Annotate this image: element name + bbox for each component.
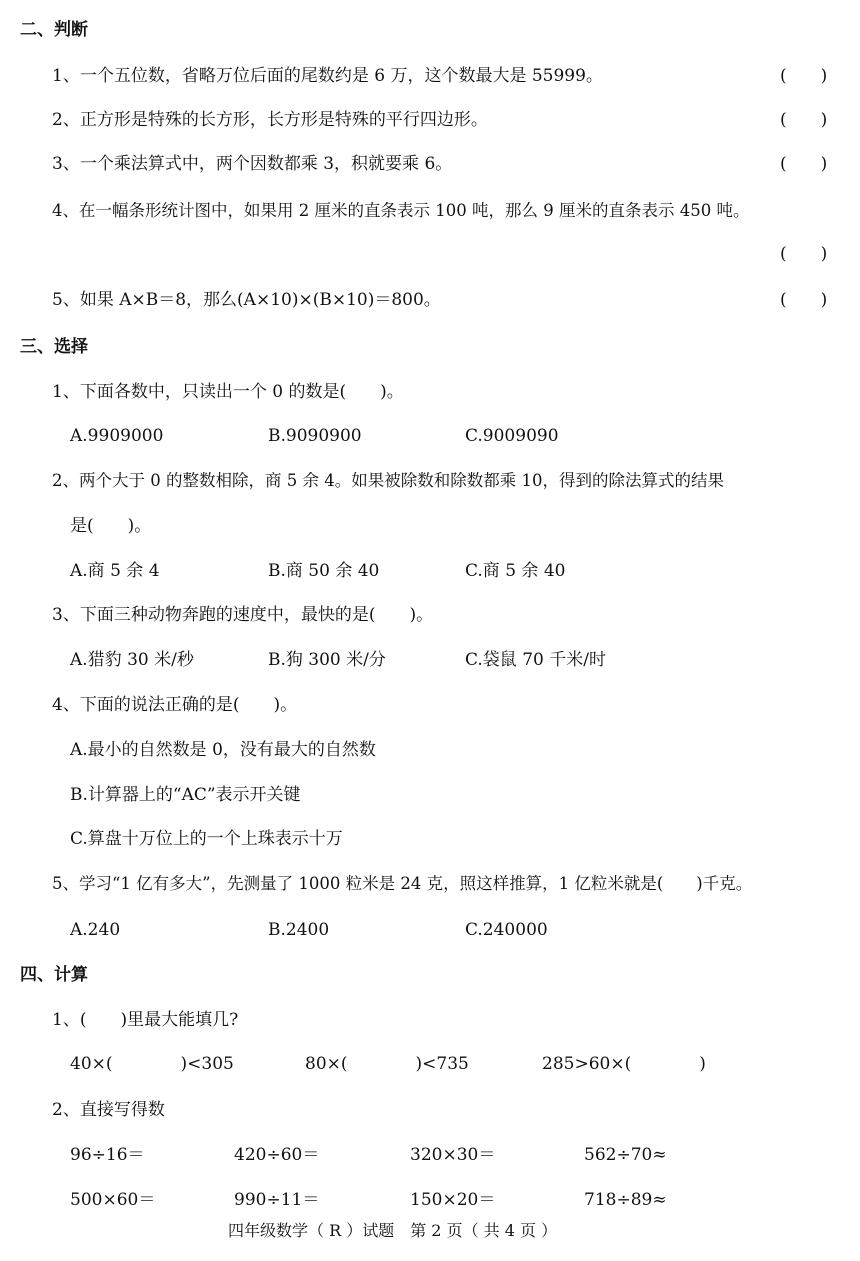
judge-item-4: 4、在一幅条形统计图中，如果用 2 厘米的直条表示 100 吨，那么 9 厘米的直条表示 450 吨。 — [52, 201, 750, 220]
calc-q1-stem: 1、( )里最大能填几? — [52, 1010, 239, 1030]
choice-q3-option-b[interactable]: B.狗 300 米/分 — [268, 650, 386, 670]
choice-q2-option-a[interactable]: A.商 5 余 4 — [70, 561, 160, 581]
calc-q2-stem: 2、直接写得数 — [52, 1100, 165, 1120]
choice-q5-option-b[interactable]: B.2400 — [268, 920, 330, 940]
choice-q3-stem: 3、下面三种动物奔跑的速度中，最快的是( )。 — [52, 605, 434, 625]
calc-q2-expr[interactable]: 150×20＝ — [410, 1190, 496, 1210]
calc-q2-expr[interactable]: 562÷70≈ — [584, 1145, 667, 1165]
choice-q1-option-c[interactable]: C.9009090 — [465, 426, 559, 446]
answer-paren-4[interactable]: ( ) — [780, 244, 828, 264]
choice-q2-stem-line1: 2、两个大于 0 的整数相除，商 5 余 4。如果被除数和除数都乘 10，得到的除法算式的结果 — [52, 471, 724, 490]
choice-q4-option-a[interactable]: A.最小的自然数是 0，没有最大的自然数 — [70, 740, 376, 760]
calc-q2-expr[interactable]: 420÷60＝ — [234, 1145, 320, 1165]
choice-q4-stem: 4、下面的说法正确的是( )。 — [52, 695, 298, 715]
calc-q1-expr-3[interactable]: 285>60×( ) — [542, 1054, 706, 1074]
choice-q3-option-c[interactable]: C.袋鼠 70 千米/时 — [465, 650, 606, 670]
choice-q2-option-c[interactable]: C.商 5 余 40 — [465, 561, 566, 581]
section-title-judge: 二、判断 — [20, 20, 88, 40]
page-footer: 四年级数学（ R ）试题 第 2 页（ 共 4 页 ） — [228, 1221, 558, 1240]
calc-q2-expr[interactable]: 96÷16＝ — [70, 1145, 145, 1165]
judge-item-2: 2、正方形是特殊的长方形，长方形是特殊的平行四边形。 — [52, 110, 488, 130]
calc-q2-expr[interactable]: 500×60＝ — [70, 1190, 156, 1210]
judge-item-5: 5、如果 A×B＝8，那么(A×10)×(B×10)＝800。 — [52, 290, 441, 310]
answer-paren-1[interactable]: ( ) — [780, 66, 828, 86]
choice-q4-option-b[interactable]: B.计算器上的“AC”表示开关键 — [70, 785, 301, 805]
choice-q2-option-b[interactable]: B.商 50 余 40 — [268, 561, 380, 581]
answer-paren-5[interactable]: ( ) — [780, 290, 828, 310]
judge-item-3: 3、一个乘法算式中，两个因数都乘 3，积就要乘 6。 — [52, 154, 453, 174]
choice-q1-stem: 1、下面各数中，只读出一个 0 的数是( )。 — [52, 382, 404, 402]
calc-q2-expr[interactable]: 718÷89≈ — [584, 1190, 667, 1210]
choice-q5-option-c[interactable]: C.240000 — [465, 920, 548, 940]
choice-q3-option-a[interactable]: A.猎豹 30 米/秒 — [70, 650, 194, 670]
choice-q1-option-a[interactable]: A.9909000 — [70, 426, 164, 446]
calc-q1-expr-2[interactable]: 80×( )<735 — [305, 1054, 469, 1074]
judge-item-1: 1、一个五位数，省略万位后面的尾数约是 6 万，这个数最大是 55999。 — [52, 66, 603, 86]
section-title-calc: 四、计算 — [20, 965, 88, 985]
choice-q4-option-c[interactable]: C.算盘十万位上的一个上珠表示十万 — [70, 829, 343, 849]
answer-paren-2[interactable]: ( ) — [780, 110, 828, 130]
choice-q5-option-a[interactable]: A.240 — [70, 920, 121, 940]
choice-q1-option-b[interactable]: B.9090900 — [268, 426, 362, 446]
choice-q2-stem-line2: 是( )。 — [70, 516, 152, 536]
calc-q2-expr[interactable]: 990÷11＝ — [234, 1190, 320, 1210]
section-title-choice: 三、选择 — [20, 337, 88, 357]
calc-q2-expr[interactable]: 320×30＝ — [410, 1145, 496, 1165]
choice-q5-stem: 5、学习“1 亿有多大”，先测量了 1000 粒米是 24 克，照这样推算，1 亿粒米就是( )千克。 — [52, 874, 753, 893]
calc-q1-expr-1[interactable]: 40×( )<305 — [70, 1054, 234, 1074]
answer-paren-3[interactable]: ( ) — [780, 154, 828, 174]
